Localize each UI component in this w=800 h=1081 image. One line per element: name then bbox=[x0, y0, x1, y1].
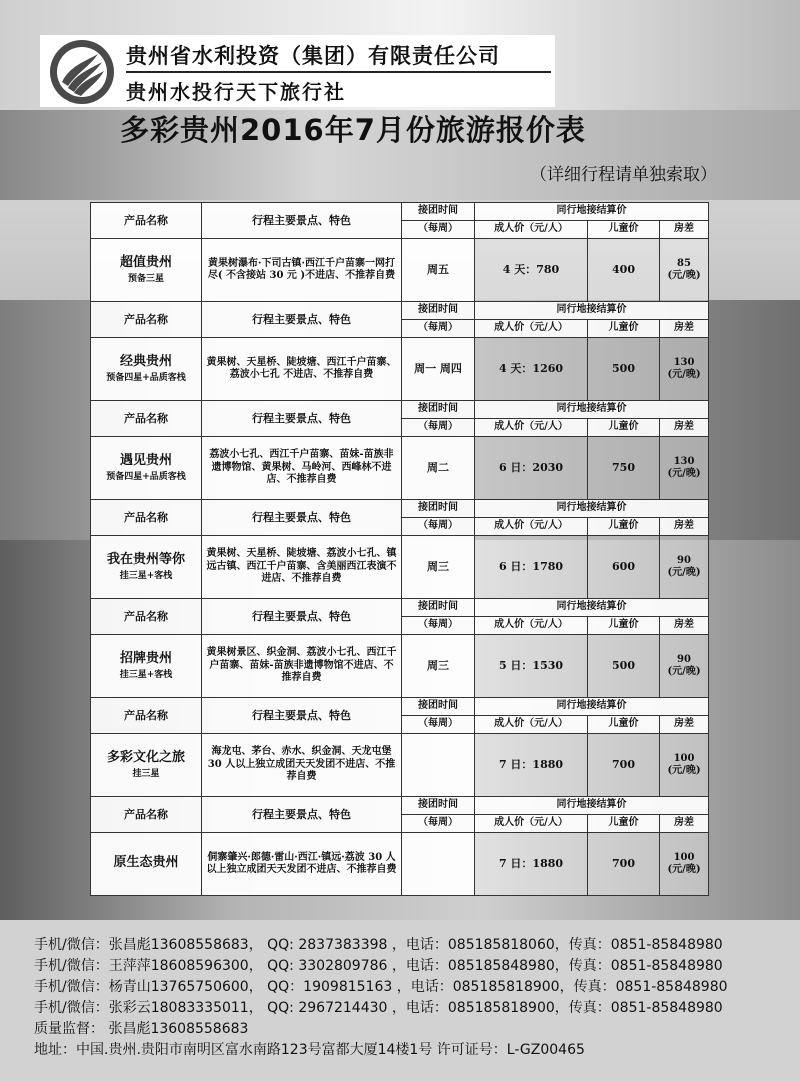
product-name: 原生态贵州 bbox=[113, 854, 179, 870]
header-room-diff: 房差 bbox=[660, 518, 709, 536]
header-price-group: 同行地接结算价 bbox=[475, 698, 709, 716]
header-product-name: 产品名称 bbox=[91, 599, 202, 635]
adult-price: 7 日：1880 bbox=[475, 833, 588, 896]
table-row bbox=[91, 239, 709, 302]
table-row bbox=[91, 338, 709, 401]
header-features: 行程主要景点、特色 bbox=[202, 698, 402, 734]
adult-price: 7 日：1880 bbox=[475, 734, 588, 797]
room-diff-cell bbox=[660, 833, 709, 896]
product-tier: 挂三星+客栈 bbox=[119, 570, 173, 581]
header-adult-price: 成人价（元/人） bbox=[475, 815, 588, 833]
table-header-row bbox=[91, 401, 709, 419]
departure-day bbox=[402, 833, 475, 896]
divider bbox=[126, 71, 551, 73]
product-name: 多彩文化之旅 bbox=[106, 750, 185, 766]
contact-line: 手机/微信：杨青山13765750600， QQ：1909815163 ，电话：085185818900，传真：0851-85848980 bbox=[34, 979, 728, 995]
room-diff-unit: (元/晚) bbox=[667, 666, 701, 677]
child-price: 700 bbox=[588, 833, 660, 896]
header-features: 行程主要景点、特色 bbox=[202, 500, 402, 536]
header-room-diff: 房差 bbox=[660, 419, 709, 437]
header-departure: 接团时间 bbox=[402, 500, 475, 518]
header-adult-price: 成人价（元/人） bbox=[475, 716, 588, 734]
header-features: 行程主要景点、特色 bbox=[202, 797, 402, 833]
header-child-price: 儿童价 bbox=[588, 815, 660, 833]
table-row bbox=[91, 734, 709, 797]
header-adult-price: 成人价（元/人） bbox=[475, 221, 588, 239]
table-row bbox=[91, 437, 709, 500]
header-weekly: （每周） bbox=[402, 419, 475, 437]
header-product-name: 产品名称 bbox=[91, 698, 202, 734]
header-features: 行程主要景点、特色 bbox=[202, 302, 402, 338]
table-header-row bbox=[91, 500, 709, 518]
header-product-name: 产品名称 bbox=[91, 302, 202, 338]
room-diff-cell bbox=[660, 536, 709, 599]
child-price: 400 bbox=[588, 239, 660, 302]
table-header-row bbox=[91, 599, 709, 617]
room-diff-cell bbox=[660, 734, 709, 797]
header-departure: 接团时间 bbox=[402, 599, 475, 617]
room-diff-value: 130 bbox=[673, 356, 695, 368]
product-name-cell bbox=[91, 536, 202, 599]
room-diff-value: 85 bbox=[677, 257, 691, 269]
table-row bbox=[91, 833, 709, 896]
address-line: 地址：中国.贵州.贵阳市南明区富水南路123号富都大厦14楼1号 许可证号：L-GZ00465 bbox=[34, 1042, 585, 1058]
quality-supervisor: 质量监督： 张昌彪13608558683 bbox=[34, 1021, 249, 1037]
header-child-price: 儿童价 bbox=[588, 320, 660, 338]
table-header-row bbox=[91, 698, 709, 716]
room-diff-cell bbox=[660, 239, 709, 302]
departure-day: 周二 bbox=[402, 437, 475, 500]
header-weekly: （每周） bbox=[402, 518, 475, 536]
product-features: 侗寨肇兴·郎德·雷山·西江·镇远·荔波 30 人以上独立成团天天发团不进店、不推荐自费 bbox=[202, 833, 402, 896]
header-weekly: （每周） bbox=[402, 815, 475, 833]
header-departure: 接团时间 bbox=[402, 797, 475, 815]
table-header-row bbox=[91, 203, 709, 221]
header-adult-price: 成人价（元/人） bbox=[475, 617, 588, 635]
contact-line: 手机/微信：张昌彪13608558683， QQ: 2837383398 ，电话：085185818060，传真：0851-85848980 bbox=[34, 937, 723, 953]
adult-price: 4 天：1260 bbox=[475, 338, 588, 401]
header-weekly: （每周） bbox=[402, 716, 475, 734]
header-adult-price: 成人价（元/人） bbox=[475, 419, 588, 437]
departure-day bbox=[402, 734, 475, 797]
header-features: 行程主要景点、特色 bbox=[202, 599, 402, 635]
header-price-group: 同行地接结算价 bbox=[475, 401, 709, 419]
header-child-price: 儿童价 bbox=[588, 716, 660, 734]
page-title: 多彩贵州2016年7月份旅游报价表 bbox=[120, 113, 586, 147]
header-departure: 接团时间 bbox=[402, 302, 475, 320]
header-departure: 接团时间 bbox=[402, 203, 475, 221]
product-tier: 预备四星+品质客栈 bbox=[106, 372, 186, 383]
header-price-group: 同行地接结算价 bbox=[475, 500, 709, 518]
product-features: 黄果树景区、织金洞、荔波小七孔、西江千户苗寨、苗妹-苗族非遗博物馆不进店、不推荐自费 bbox=[202, 635, 402, 698]
header-room-diff: 房差 bbox=[660, 617, 709, 635]
company-name: 贵州省水利投资（集团）有限责任公司 bbox=[126, 44, 500, 68]
header-child-price: 儿童价 bbox=[588, 518, 660, 536]
product-name: 我在贵州等你 bbox=[106, 552, 185, 568]
room-diff-value: 90 bbox=[677, 653, 691, 665]
agency-name: 贵州水投行天下旅行社 bbox=[126, 80, 346, 104]
product-features: 黄果树、天星桥、陡坡塘、西江千户苗寨、荔波小七孔 不进店、不推荐自费 bbox=[202, 338, 402, 401]
contact-line: 手机/微信：王萍萍18608596300， QQ: 3302809786 ，电话：085185848980，传真：0851-85848980 bbox=[34, 958, 723, 974]
company-logo-icon bbox=[48, 38, 116, 106]
header-weekly: （每周） bbox=[402, 617, 475, 635]
header-price-group: 同行地接结算价 bbox=[475, 203, 709, 221]
header-product-name: 产品名称 bbox=[91, 203, 202, 239]
adult-price: 5 日：1530 bbox=[475, 635, 588, 698]
header-product-name: 产品名称 bbox=[91, 401, 202, 437]
header-child-price: 儿童价 bbox=[588, 221, 660, 239]
child-price: 500 bbox=[588, 635, 660, 698]
product-name-cell bbox=[91, 338, 202, 401]
product-features: 黄果树、天星桥、陡坡塘、荔波小七孔、镇远古镇、西江千户苗寨、含美丽西江表演不进店、不推荐自费 bbox=[202, 536, 402, 599]
child-price: 500 bbox=[588, 338, 660, 401]
product-name: 经典贵州 bbox=[119, 354, 172, 370]
header-room-diff: 房差 bbox=[660, 221, 709, 239]
product-name-cell bbox=[91, 734, 202, 797]
header-price-group: 同行地接结算价 bbox=[475, 797, 709, 815]
product-features: 黄果树瀑布·下司古镇·西江千户苗寨一网打尽( 不含接站 30 元 )不进店、不推荐自费 bbox=[202, 239, 402, 302]
header-departure: 接团时间 bbox=[402, 401, 475, 419]
child-price: 750 bbox=[588, 437, 660, 500]
product-name: 遇见贵州 bbox=[119, 453, 172, 469]
room-diff-cell bbox=[660, 338, 709, 401]
room-diff-value: 130 bbox=[673, 455, 695, 467]
header-product-name: 产品名称 bbox=[91, 797, 202, 833]
price-table bbox=[90, 202, 709, 896]
product-name-cell bbox=[91, 635, 202, 698]
header-child-price: 儿童价 bbox=[588, 419, 660, 437]
departure-day: 周三 bbox=[402, 536, 475, 599]
room-diff-unit: (元/晚) bbox=[667, 765, 701, 776]
room-diff-value: 100 bbox=[673, 851, 695, 863]
child-price: 700 bbox=[588, 734, 660, 797]
child-price: 600 bbox=[588, 536, 660, 599]
header-adult-price: 成人价（元/人） bbox=[475, 320, 588, 338]
table-row bbox=[91, 635, 709, 698]
product-tier: 挂三星+客栈 bbox=[119, 669, 173, 680]
room-diff-unit: (元/晚) bbox=[667, 369, 701, 380]
header-child-price: 儿童价 bbox=[588, 617, 660, 635]
adult-price: 4 天：780 bbox=[475, 239, 588, 302]
product-tier: 预备四星+品质客栈 bbox=[106, 471, 186, 482]
departure-day: 周三 bbox=[402, 635, 475, 698]
room-diff-unit: (元/晚) bbox=[667, 468, 701, 479]
adult-price: 6 日：2030 bbox=[475, 437, 588, 500]
product-name-cell bbox=[91, 833, 202, 896]
product-features: 荔波小七孔、西江千户苗寨、苗妹-苗族非遗博物馆、黄果树、马岭河、西峰林不进店、不推荐自费 bbox=[202, 437, 402, 500]
product-name-cell bbox=[91, 437, 202, 500]
header-room-diff: 房差 bbox=[660, 716, 709, 734]
header-product-name: 产品名称 bbox=[91, 500, 202, 536]
room-diff-unit: (元/晚) bbox=[667, 864, 701, 875]
header-room-diff: 房差 bbox=[660, 815, 709, 833]
product-name: 招牌贵州 bbox=[119, 651, 172, 667]
product-tier: 挂三星 bbox=[132, 768, 160, 779]
header-price-group: 同行地接结算价 bbox=[475, 302, 709, 320]
product-name: 超值贵州 bbox=[119, 255, 172, 271]
room-diff-cell bbox=[660, 635, 709, 698]
departure-day: 周五 bbox=[402, 239, 475, 302]
room-diff-cell bbox=[660, 437, 709, 500]
header-features: 行程主要景点、特色 bbox=[202, 203, 402, 239]
product-features: 海龙屯、茅台、赤水、织金洞、天龙屯堡 30 人以上独立成团天天发团不进店、不推荐自费 bbox=[202, 734, 402, 797]
header-weekly: （每周） bbox=[402, 320, 475, 338]
table-header-row bbox=[91, 302, 709, 320]
header-adult-price: 成人价（元/人） bbox=[475, 518, 588, 536]
header-weekly: （每周） bbox=[402, 221, 475, 239]
room-diff-unit: (元/晚) bbox=[667, 567, 701, 578]
departure-day: 周一 周四 bbox=[402, 338, 475, 401]
product-name-cell bbox=[91, 239, 202, 302]
header-price-group: 同行地接结算价 bbox=[475, 599, 709, 617]
room-diff-value: 90 bbox=[677, 554, 691, 566]
header-features: 行程主要景点、特色 bbox=[202, 401, 402, 437]
adult-price: 6 日：1780 bbox=[475, 536, 588, 599]
product-tier: 预备三星 bbox=[127, 273, 164, 284]
table-row bbox=[91, 536, 709, 599]
page-subtitle: （详细行程请单独索取） bbox=[530, 165, 717, 185]
contact-line: 手机/微信：张彩云18083335011， QQ: 2967214430 ，电话：085185818900，传真：0851-85848980 bbox=[34, 1000, 723, 1016]
room-diff-unit: (元/晚) bbox=[667, 270, 701, 281]
table-header-row bbox=[91, 797, 709, 815]
header-departure: 接团时间 bbox=[402, 698, 475, 716]
header-room-diff: 房差 bbox=[660, 320, 709, 338]
contact-footer bbox=[0, 920, 800, 1081]
room-diff-value: 100 bbox=[673, 752, 695, 764]
